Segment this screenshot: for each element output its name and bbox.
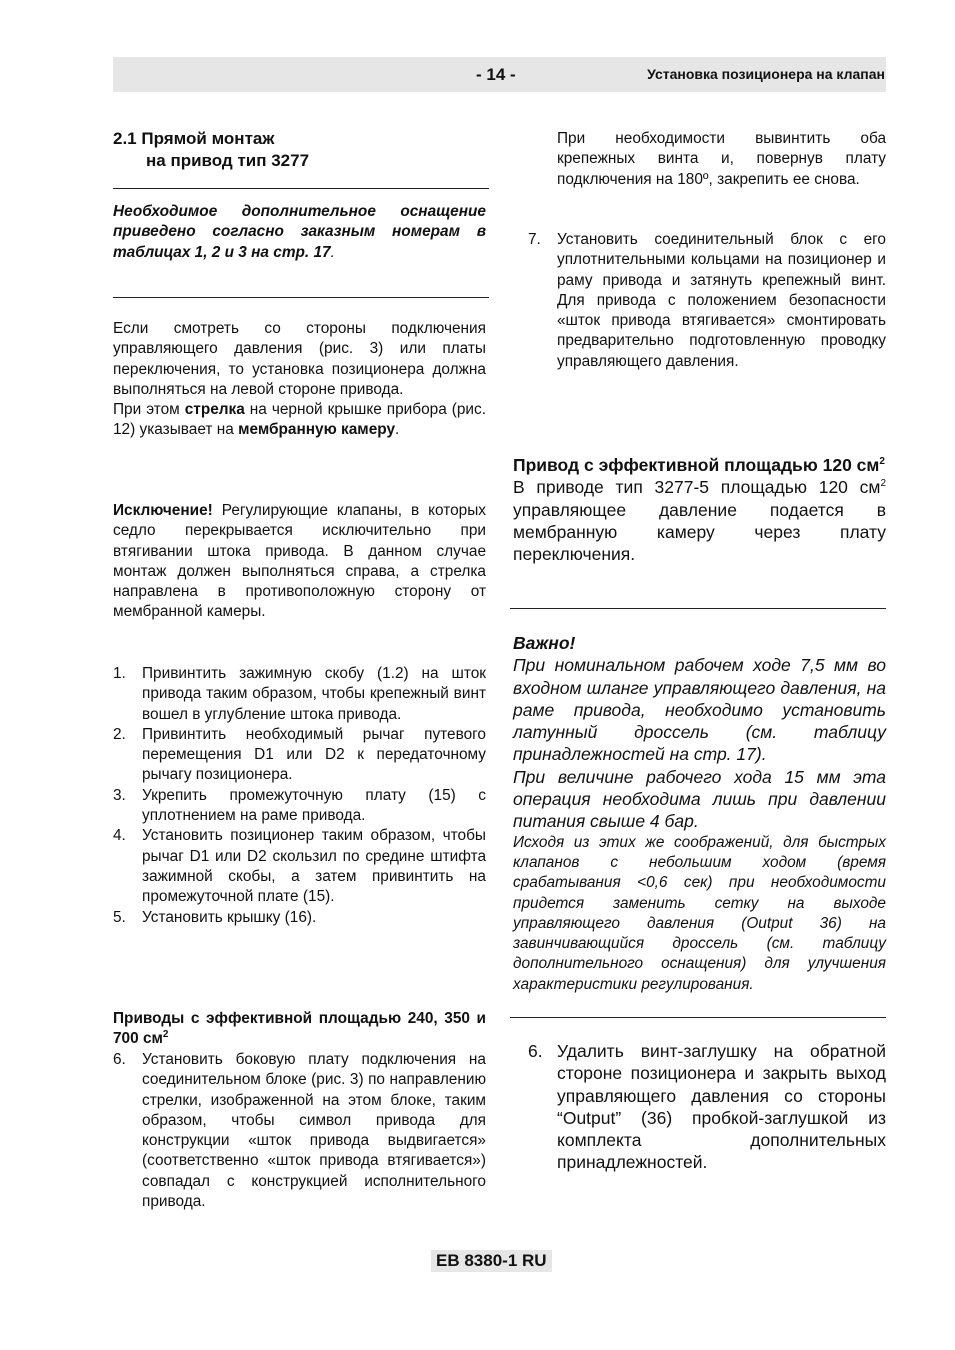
list-item bbox=[113, 826, 486, 907]
paragraph: Если смотреть со стороны подключения управляющего давления (рис. 3) или платы переключения, то установка позиционера должна выполняться на левой стороне привода. bbox=[113, 320, 486, 398]
divider bbox=[510, 608, 886, 609]
text-span: . bbox=[395, 421, 400, 439]
divider bbox=[510, 1017, 886, 1018]
header-title: Установка позиционера на клапан bbox=[647, 66, 885, 82]
section-heading bbox=[113, 128, 486, 172]
list-item bbox=[113, 664, 486, 725]
large-actuator-heading bbox=[113, 1009, 486, 1050]
text-span: При этом bbox=[113, 401, 185, 419]
section-heading-line2: на привод тип 3277 bbox=[146, 151, 310, 170]
exception-paragraph bbox=[113, 501, 486, 623]
text-span-bold: стрелка bbox=[184, 401, 245, 419]
continuation-text bbox=[557, 129, 886, 190]
step-number: 7. bbox=[528, 231, 541, 248]
text-span-bold: мембранную камеру bbox=[238, 421, 396, 439]
text-span: управляющее давление подается в мембранную камеру через плату переключения. bbox=[513, 499, 886, 565]
heading-sup: 2 bbox=[879, 456, 885, 468]
important-paragraph: При величине рабочего хода 15 мм эта операция необходима лишь при давлении питания свыше 4 бар. bbox=[513, 766, 886, 832]
actuator-120-section bbox=[513, 454, 886, 565]
list-item bbox=[113, 908, 486, 928]
step-number: 5. bbox=[113, 908, 126, 926]
step-text: Установить крышку (16). bbox=[142, 908, 317, 926]
document-code: EB 8380-1 RU bbox=[431, 1250, 552, 1272]
heading-text: Приводы с эффективной площадью 240, 350 и 700 см bbox=[113, 1010, 486, 1048]
arrow-paragraph bbox=[113, 400, 486, 441]
step-text: Установить боковую плату подключения на соединительном блоке (рис. 3) по направлению стрелки, изображенной на этом блоке, таким образом, чтобы символ привода для конструкции «шток привода выдвигается» (соответственно «шток привода втягивается») совпадал с конструкцией исполнительного привода. bbox=[142, 1051, 486, 1211]
important-paragraph: Исходя из этих же соображений, для быстрых клапанов с небольшим ходом (время срабатывания <0,6 сек) при необходимости придется заменить сетку на выходе управляющего давления (Output 36) на завинчивающийся дроссель (см. таблицу дополнительного оснащения) для улучшения характеристики регулирования. bbox=[513, 833, 886, 993]
text-span: на черной крышке прибора (рис. 12) указывает на bbox=[113, 401, 486, 439]
text-span: В приводе тип 3277-5 площадью 120 см bbox=[513, 477, 881, 498]
step-7 bbox=[528, 230, 886, 372]
step-text: Установить соединительный блок с его уплотнительными кольцами на позиционер и раму привода и затянуть крепежный винт. Для привода с положением безопасности «шток привода втягивается» смонтировать предварительно подготовленную проводку управляющего давления. bbox=[557, 231, 886, 370]
mounting-side-text bbox=[113, 319, 486, 441]
list-item bbox=[113, 786, 486, 827]
list-item bbox=[113, 1050, 486, 1212]
exception-text: Регулирующие клапаны, в которых седло перекрывается исключительно при втягивании штока привода. В данном случае монтаж должен выполняться справа, а стрелка направлена в противоположную сторону от мембранной камеры. bbox=[113, 502, 486, 621]
list-item bbox=[113, 725, 486, 786]
step-text: Привинтить необходимый рычаг путевого перемещения D1 или D2 к передаточному рычагу позиционера. bbox=[142, 725, 486, 784]
divider bbox=[113, 188, 489, 189]
heading-text: Привод с эффективной площадью 120 см bbox=[513, 455, 880, 475]
step-number: 4. bbox=[113, 827, 126, 845]
important-label: Важно! bbox=[513, 633, 576, 653]
step-text: Удалить винт-заглушку на обратной стороне позиционера и закрыть выход управляющего давления со стороны “Output” (36) пробкой-заглушкой из комплекта дополнительных принадлежностей. bbox=[557, 1041, 886, 1173]
list-item bbox=[528, 1040, 886, 1174]
step-number: 1. bbox=[113, 665, 126, 682]
step-text: Установить позиционер таким образом, чтобы рычаг D1 или D2 скользил по средине штифта зажимной скобы, а затем привинтить на промежуточной плате (15). bbox=[142, 827, 486, 906]
accessory-note bbox=[113, 202, 486, 263]
paragraph: При необходимости вывинтить оба крепежных винта и, повернув плату подключения на 180º, закрепить ее снова. bbox=[557, 130, 886, 188]
important-note bbox=[513, 632, 886, 995]
step-number: 6. bbox=[528, 1041, 543, 1061]
step-number: 2. bbox=[113, 725, 126, 743]
accessory-note-text: Необходимое дополнительное оснащение приведено согласно заказным номерам в таблицах 1, 2 и 3 на стр. 17 bbox=[113, 203, 486, 261]
step-number: 6. bbox=[113, 1051, 126, 1068]
divider bbox=[113, 297, 489, 298]
accessory-note-dot: . bbox=[330, 243, 335, 261]
step-6-right bbox=[528, 1040, 886, 1174]
exception-label: Исключение! bbox=[113, 502, 213, 519]
page-number: - 14 - bbox=[476, 65, 516, 84]
step-number: 3. bbox=[113, 786, 126, 804]
text-sup: 2 bbox=[880, 478, 886, 490]
heading-sup: 2 bbox=[162, 1029, 169, 1041]
steps-list bbox=[113, 664, 486, 928]
important-paragraph: При номинальном рабочем ходе 7,5 мм во входном шланге управляющего давления, на раме привода, необходимо установить латунный дроссель (см. таблицу принадлежностей на стр. 17). bbox=[513, 655, 886, 765]
list-item bbox=[528, 230, 886, 372]
step-text: Привинтить зажимную скобу (1.2) на шток привода таким образом, чтобы крепежный винт вошел в углубление штока привода. bbox=[142, 665, 486, 723]
section-heading-line1: 2.1 Прямой монтаж bbox=[113, 129, 275, 148]
step-text: Укрепить промежуточную плату (15) с уплотнением на раме привода. bbox=[142, 786, 486, 825]
step-6-left bbox=[113, 1050, 486, 1212]
